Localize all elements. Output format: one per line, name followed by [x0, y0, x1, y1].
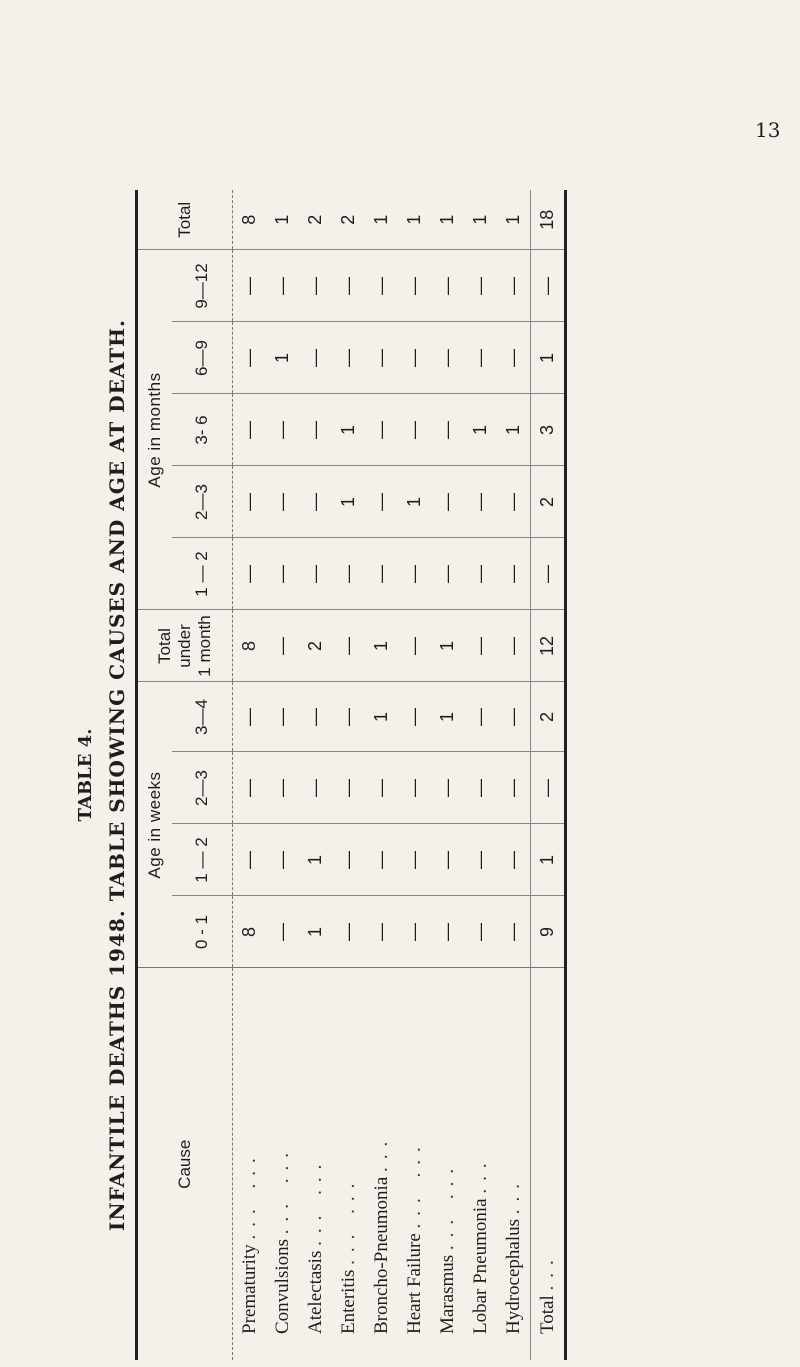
- value-cell: —: [398, 250, 431, 322]
- value-cell: —: [470, 923, 490, 941]
- cause-cell: Broncho-Pneumonia ...: [365, 968, 398, 1360]
- cause-cell: Prematurity ... ...: [233, 968, 267, 1360]
- value-cell: 1: [365, 610, 398, 682]
- value-cell: —: [437, 923, 457, 941]
- page-number: 13: [755, 118, 781, 142]
- value-cell: —: [332, 322, 365, 394]
- total-value-cell: 9: [531, 896, 566, 968]
- value-cell: —: [464, 610, 497, 682]
- cause-cell: Heart Failure ... ...: [398, 968, 431, 1360]
- value-cell: —: [233, 466, 267, 538]
- total-label-cell: Total ...: [531, 968, 566, 1360]
- total-value-cell: 1: [531, 824, 566, 896]
- value-cell: 1: [332, 394, 365, 466]
- header-months-2-3: 2—3: [172, 466, 233, 538]
- header-total-under-line2: under: [175, 624, 194, 668]
- value-cell: —: [299, 322, 332, 394]
- header-months-6-9: 6—9: [172, 322, 233, 394]
- header-age-weeks: Age in weeks: [137, 682, 173, 968]
- value-cell: 1: [305, 927, 325, 938]
- value-cell: —: [398, 752, 431, 824]
- value-cell: —: [266, 466, 299, 538]
- value-cell: —: [332, 752, 365, 824]
- value-cell: 1: [266, 190, 299, 250]
- rotated-table-area: [75, 190, 635, 1360]
- value-cell: —: [464, 824, 497, 896]
- value-cell: —: [332, 538, 365, 610]
- value-cell: 1: [266, 322, 299, 394]
- value-cell: 1: [497, 394, 531, 466]
- value-cell: —: [431, 466, 464, 538]
- value-cell: —: [299, 752, 332, 824]
- value-cell: —: [497, 682, 531, 752]
- value-cell: —: [497, 250, 531, 322]
- table-row-atelectasis: [299, 190, 332, 1360]
- total-value-cell: 12: [531, 610, 566, 682]
- value-cell: —: [266, 538, 299, 610]
- value-cell: —: [299, 394, 332, 466]
- value-cell: —: [365, 250, 398, 322]
- value-cell: —: [233, 322, 267, 394]
- value-cell: 2: [299, 190, 332, 250]
- value-cell: 8: [239, 927, 259, 938]
- value-cell: 1: [464, 394, 497, 466]
- value-cell: 1: [332, 466, 365, 538]
- value-cell: —: [431, 394, 464, 466]
- table-row-broncho-pneumonia: [365, 190, 398, 1360]
- value-cell: —: [431, 752, 464, 824]
- value-cell: —: [497, 752, 531, 824]
- total-value-cell: 1: [531, 322, 566, 394]
- value-cell: —: [299, 682, 332, 752]
- value-cell: —: [365, 752, 398, 824]
- deaths-table: [135, 190, 567, 1360]
- value-cell: 1: [497, 190, 531, 250]
- table-row-total: [531, 190, 566, 1360]
- value-cell: —: [365, 322, 398, 394]
- value-cell: 1: [431, 610, 464, 682]
- value-cell: —: [398, 824, 431, 896]
- cause-cell: Convulsions ... ...: [266, 968, 299, 1360]
- value-cell: 1: [464, 190, 497, 250]
- value-cell: —: [332, 250, 365, 322]
- value-cell: —: [371, 923, 391, 941]
- table-row-marasmus: [431, 190, 464, 1360]
- value-cell: —: [299, 250, 332, 322]
- value-cell: —: [503, 923, 523, 941]
- value-cell: —: [497, 466, 531, 538]
- value-cell: —: [266, 394, 299, 466]
- value-cell: —: [266, 250, 299, 322]
- header-weeks-2-3: 2—3: [172, 752, 233, 824]
- total-value-cell: 2: [531, 466, 566, 538]
- total-value-cell: —: [531, 538, 566, 610]
- value-cell: 1: [398, 466, 431, 538]
- table-number: TABLE 4.: [75, 728, 96, 822]
- value-cell: 1: [365, 682, 398, 752]
- value-cell: —: [398, 610, 431, 682]
- table-row-lobar-pneumonia: [464, 190, 497, 1360]
- header-months-3-6: 3- 6: [172, 394, 233, 466]
- table-row-hydrocephalus: [497, 190, 531, 1360]
- total-value-cell: 2: [531, 682, 566, 752]
- cause-cell: Hydrocephalus ...: [497, 968, 531, 1360]
- total-value-cell: —: [531, 752, 566, 824]
- value-cell: —: [464, 682, 497, 752]
- value-cell: —: [332, 682, 365, 752]
- header-age-months: Age in months: [137, 322, 173, 538]
- value-cell: —: [233, 824, 267, 896]
- value-cell: 1: [431, 190, 464, 250]
- header-weeks-3-4: 3—4: [172, 682, 233, 752]
- cause-cell: Lobar Pneumonia ...: [464, 968, 497, 1360]
- value-cell: 8: [233, 610, 267, 682]
- value-cell: —: [464, 466, 497, 538]
- header-weeks-1-2: 1 — 2: [172, 824, 233, 896]
- value-cell: —: [365, 824, 398, 896]
- value-cell: 2: [299, 610, 332, 682]
- cause-cell: Marasmus ... ...: [431, 968, 464, 1360]
- value-cell: —: [365, 466, 398, 538]
- value-cell: 1: [365, 190, 398, 250]
- header-months-1-2: 1 — 2: [172, 538, 233, 610]
- value-cell: —: [233, 538, 267, 610]
- value-cell: —: [398, 682, 431, 752]
- value-cell: —: [266, 682, 299, 752]
- header-total-under-1-month: [137, 610, 233, 682]
- cause-cell: Atelectasis ... ...: [299, 968, 332, 1360]
- value-cell: —: [266, 610, 299, 682]
- header-months-9-12: 9—12: [172, 250, 233, 322]
- cause-cell: Enteritis ... ...: [332, 968, 365, 1360]
- value-cell: —: [497, 538, 531, 610]
- value-cell: —: [431, 824, 464, 896]
- value-cell: 1: [299, 824, 332, 896]
- value-cell: —: [464, 322, 497, 394]
- header-weeks-0-1: 0 - 1: [172, 896, 233, 968]
- header-total-under-line1: Total: [155, 628, 174, 664]
- value-cell: —: [464, 250, 497, 322]
- table-row-convulsions: [266, 190, 299, 1360]
- value-cell: —: [398, 538, 431, 610]
- table-row-prematurity: [233, 190, 267, 1360]
- table-row-heart-failure: [398, 190, 431, 1360]
- value-cell: —: [464, 538, 497, 610]
- value-cell: —: [404, 923, 424, 941]
- value-cell: —: [365, 538, 398, 610]
- value-cell: —: [338, 923, 358, 941]
- table-title: INFANTILE DEATHS 1948. TABLE SHOWING CAUSES AND AGE AT DEATH.: [105, 318, 129, 1232]
- value-cell: —: [299, 538, 332, 610]
- value-cell: —: [365, 394, 398, 466]
- value-cell: —: [464, 752, 497, 824]
- value-cell: —: [299, 466, 332, 538]
- value-cell: —: [272, 923, 292, 941]
- value-cell: —: [497, 824, 531, 896]
- value-cell: —: [233, 394, 267, 466]
- value-cell: —: [431, 538, 464, 610]
- value-cell: —: [431, 322, 464, 394]
- header-total: Total: [137, 190, 233, 250]
- value-cell: 2: [332, 190, 365, 250]
- value-cell: —: [266, 752, 299, 824]
- value-cell: 1: [398, 190, 431, 250]
- table-row-enteritis: [332, 190, 365, 1360]
- total-value-cell: 18: [531, 190, 566, 250]
- total-value-cell: 3: [531, 394, 566, 466]
- value-cell: —: [398, 394, 431, 466]
- value-cell: —: [332, 824, 365, 896]
- value-cell: —: [266, 824, 299, 896]
- value-cell: —: [431, 250, 464, 322]
- value-cell: 1: [431, 682, 464, 752]
- value-cell: —: [497, 610, 531, 682]
- value-cell: —: [233, 752, 267, 824]
- value-cell: —: [398, 322, 431, 394]
- header-cause: Cause: [137, 968, 233, 1360]
- header-total-under-line3: 1 month: [195, 615, 214, 677]
- value-cell: —: [233, 250, 267, 322]
- value-cell: —: [332, 610, 365, 682]
- value-cell: 8: [233, 190, 267, 250]
- value-cell: —: [497, 322, 531, 394]
- value-cell: —: [233, 682, 267, 752]
- total-value-cell: —: [531, 250, 566, 322]
